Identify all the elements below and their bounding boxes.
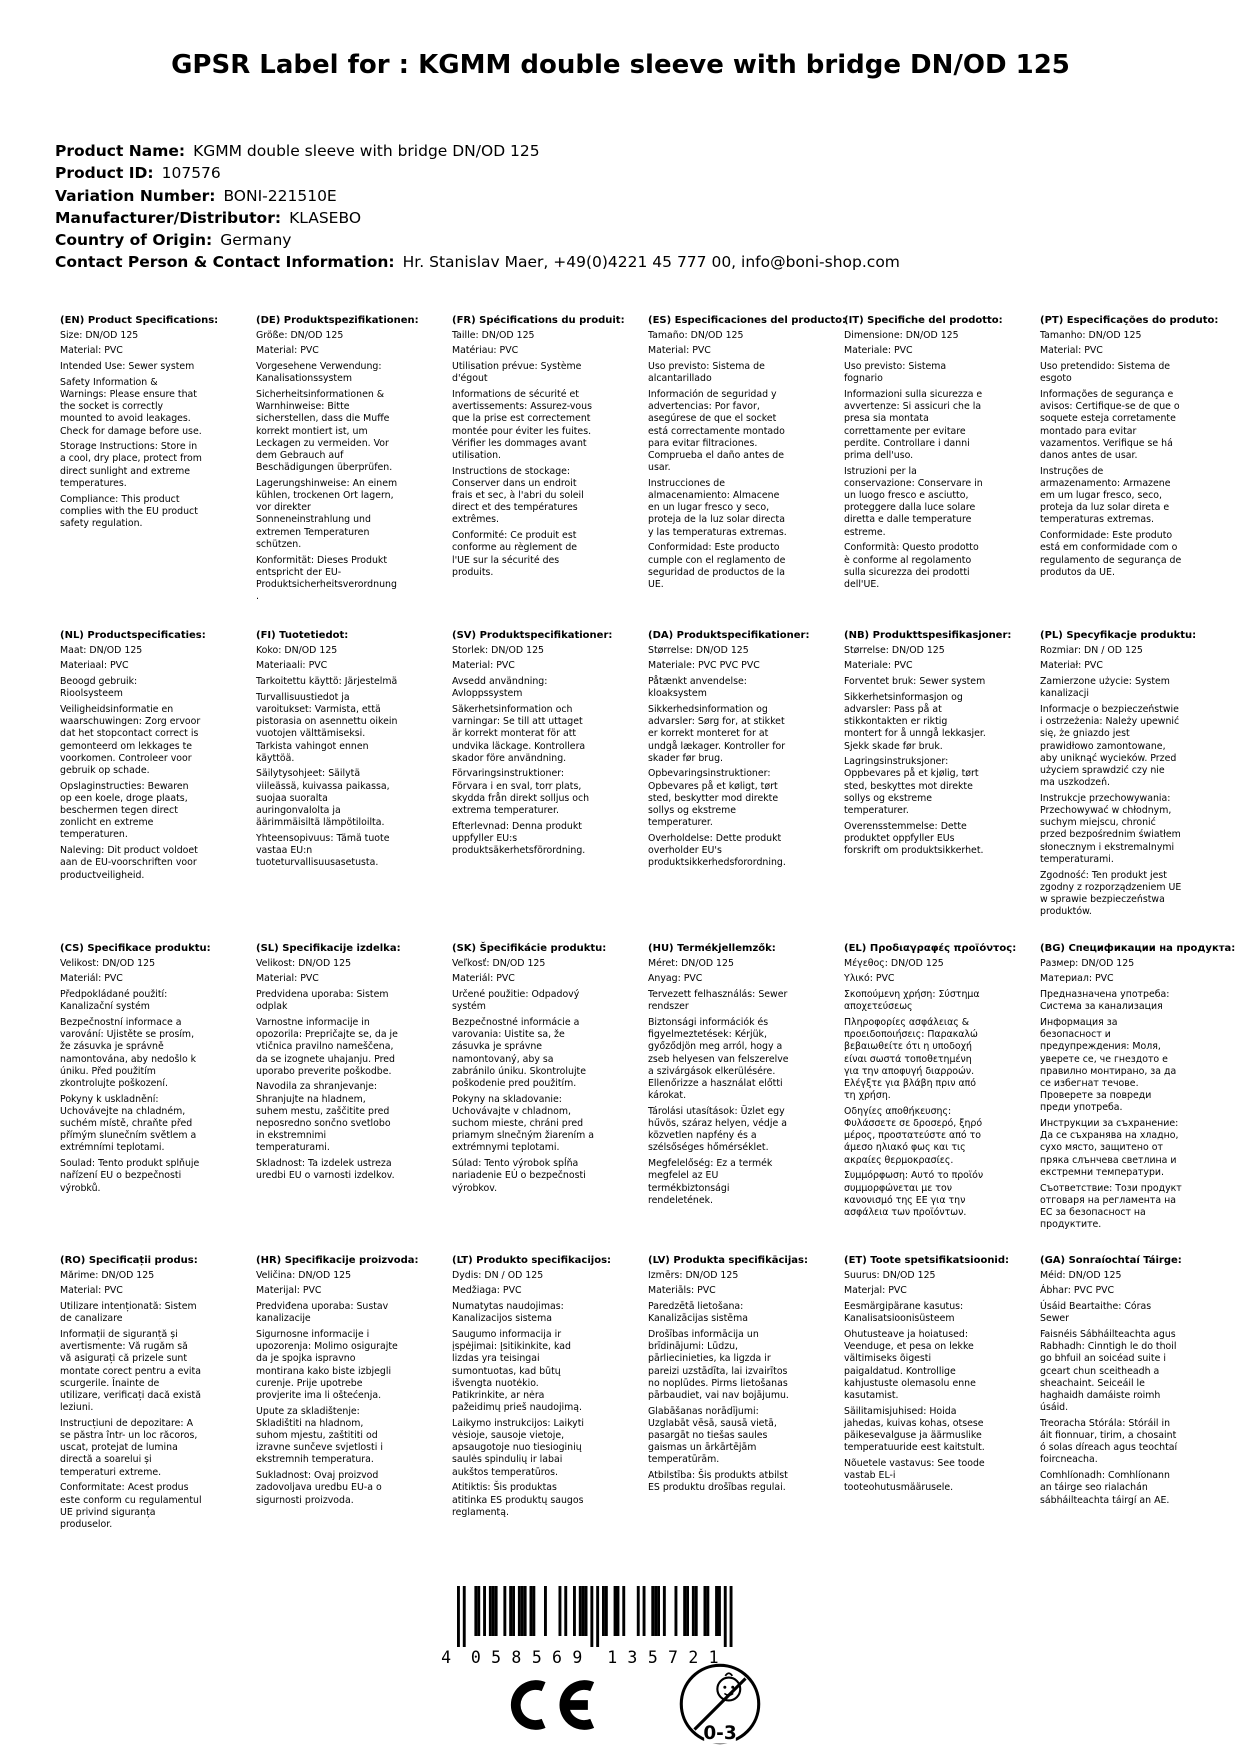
spec-paragraph: Nõuetele vastavus: See toode vastab EL-i tooteohutusmäärusele. [844, 1457, 985, 1494]
product-info-value: KLASEBO [289, 208, 362, 227]
product-info-value: Hr. Stanislav Maer, +49(0)4221 45 777 00, info@boni-shop.com [402, 253, 900, 272]
spec-block-header: (SK) Špecifikácie produktu: [452, 943, 607, 954]
spec-paragraph: Súlad: Tento výrobok spĺňa nariadenie EÚ o bezpečnosti výrobkov. [452, 1158, 586, 1194]
spec-block-header: (HU) Termékjellemzők: [648, 943, 776, 954]
spec-paragraph: Instruções de armazenamento: Armazene em um lugar fresco, seco, proteja da luz solar direta e temperaturas extremas. [1040, 465, 1171, 526]
spec-paragraph: Conformité: Ce produit est conforme au règlement de l'UE sur la sécurité des produits. [452, 530, 578, 578]
spec-block-header: (SV) Produktspecifikationer: [452, 630, 613, 641]
spec-paragraph: Biztonsági információk és figyelmeztetések: Kérjük, győződjön meg arról, hogy a zseb helyesen van felszerelve a szivárgások elkerülésére. Ellenőrizze a használat előtti károkat. [648, 1016, 789, 1102]
spec-paragraph: Atitiktis: Šis produktas atitinka ES produktų saugos reglamentą. [452, 1482, 584, 1518]
spec-paragraph: Информация за безопасност и предупреждения: Моля, уверете се, че гнездото е правилно монтирано, за да се избегнат течове. Проверете за повреди преди употреба. [1040, 1016, 1177, 1114]
product-info-row [55, 140, 900, 162]
spec-paragraph: Overholdelse: Dette produkt overholder EU's produktsikkerhedsforordning. [648, 832, 786, 869]
spec-paragraph: Zamierzone użycie: System kanalizacji [1040, 676, 1170, 700]
svg-text:5: 5 [647, 1648, 658, 1667]
product-info-section [55, 140, 900, 274]
spec-paragraph: Lagringsinstruksjoner: Oppbevares på et kjølig, tørt sted, beskyttes mot direkte sollys og ekstreme temperaturer. [844, 756, 979, 817]
spec-paragraph: Materiale: PVC [844, 660, 913, 672]
svg-text:1: 1 [607, 1648, 618, 1667]
spec-paragraph: Sicherheitsinformationen & Warnhinweise: Bitte sicherstellen, dass die Muffe korrekt montiert ist, um Leckagen zu vermeiden. Vor dem Gebrauch auf Beschädigungen überprüfen. [256, 388, 393, 474]
spec-paragraph: Zgodność: Ten produkt jest zgodny z rozporządzeniem UE w sprawie bezpieczeństwa produktów. [1040, 869, 1182, 918]
spec-block-en [60, 315, 219, 630]
spec-paragraph: Suurus: DN/OD 125 [844, 1269, 936, 1281]
spec-paragraph: Paredzētā lietošana: Kanalizācijas sistēma [648, 1301, 748, 1325]
spec-paragraph: Conformità: Questo prodotto è conforme al regolamento sulla sicurezza dei prodotti dell'UE. [844, 542, 979, 590]
spec-paragraph: Taille: DN/OD 125 [452, 329, 535, 341]
prohibition-slash-icon [694, 1678, 745, 1729]
spec-paragraph: Velikost: DN/OD 125 [256, 957, 352, 969]
spec-paragraph: Informations de sécurité et avertissements: Assurez-vous que la prise est correctement montée pour éviter les fuites. Vérifier les dommages avant utilisation. [452, 388, 592, 461]
spec-paragraph: Drošības informācija un brīdinājumi: Lūdzu, pārliecinieties, ka ligzda ir pareizi uzstādīta, lai izvairītos no noplūdes. Pirms lietošanas pārbaudiet, vai nav bojājumu. [648, 1328, 789, 1401]
spec-paragraph: Säkerhetsinformation och varningar: Se till att uttaget är korrekt monterat för att undvika läckage. Kontrollera skador före användning. [452, 703, 586, 764]
spec-block-ga [1040, 1255, 1182, 1535]
spec-paragraph: Größe: DN/OD 125 [256, 329, 344, 341]
spec-paragraph: Navodila za shranjevanje: Shranjujte na hladnem, suhem mestu, zaščitite pred neposredno sončno svetlobo in ekstremnimi temperaturami. [256, 1081, 391, 1154]
spec-paragraph: Vorgesehene Verwendung: Kanalisationssystem [256, 361, 382, 385]
spec-paragraph: Numatytas naudojimas: Kanalizacijos sistema [452, 1301, 564, 1325]
spec-paragraph: Uso previsto: Sistema de alcantarillado [648, 361, 765, 385]
spec-paragraph: Sikkerhetsinformasjon og advarsler: Pass på at stikkontakten er riktig montert for å unngå lekkasjer. Sjekk skade før bruk. [844, 691, 986, 752]
spec-block-header: (NB) Produkttspesifikasjoner: [844, 630, 1012, 641]
spec-block-fr [452, 315, 625, 630]
spec-paragraph: Lagerungshinweise: An einem kühlen, trockenen Ort lagern, vor direkter Sonneneinstrahlung und extremen Temperaturen schützen. [256, 477, 398, 550]
product-info-value: BONI-221510E [223, 186, 337, 205]
spec-block-header: (LT) Produkto specifikacijos: [452, 1255, 612, 1266]
spec-paragraph: Overensstemmelse: Dette produktet oppfyller EUs forskrift om produktsikkerhet. [844, 820, 984, 857]
spec-paragraph: Materiál: PVC [452, 973, 515, 985]
spec-paragraph: Koko: DN/OD 125 [256, 644, 338, 656]
spec-paragraph: Uso previsto: Sistema fognario [844, 361, 947, 385]
spec-block-header: (HR) Specifikacije proizvoda: [256, 1255, 419, 1266]
spec-paragraph: Veličina: DN/OD 125 [256, 1269, 352, 1281]
spec-block-header: (CS) Specifikace produktu: [60, 943, 211, 954]
spec-paragraph: Forventet bruk: Sewer system [844, 676, 986, 687]
spec-paragraph: Naleving: Dit product voldoet aan de EU-voorschriften voor productveiligheid. [60, 845, 198, 881]
ce-mark-icon [497, 1678, 601, 1736]
spec-paragraph: Soulad: Tento produkt splňuje nařízení EU o bezpečnosti výrobků. [60, 1158, 200, 1194]
spec-paragraph: Izmērs: DN/OD 125 [648, 1269, 739, 1281]
spec-block-header: (SL) Specifikacije izdelka: [256, 943, 401, 954]
spec-block-nb [844, 630, 1012, 943]
spec-paragraph: Informacje o bezpieczeństwie i ostrzeżenia: Należy upewnić się, że gniazdo jest prawidłowo zamontowane, aby uniknąć wycieków. Przed użyciem sprawdzić czy nie ma uszkodzeń. [1040, 703, 1180, 789]
barcode-bars-icon [435, 1586, 737, 1670]
spec-paragraph: Eesmärgipärane kasutus: Kanalisatsioonisüsteem [844, 1301, 964, 1325]
product-info-row [55, 207, 900, 229]
spec-paragraph: Materiaali: PVC [256, 660, 328, 672]
spec-paragraph: Material: PVC [60, 1285, 123, 1297]
age-warning-0-3-icon [676, 1660, 764, 1752]
page-title: GPSR Label for : KGMM double sleeve with bridge DN/OD 125 [171, 50, 1070, 80]
spec-paragraph: Conformidade: Este produto está em conformidade com o regulamento de segurança de produtos da UE. [1040, 530, 1182, 578]
spec-paragraph: Pokyny na skladovanie: Uchovávajte v chladnom, suchom mieste, chráni pred priamym slnečným žiarením a extrémnymi teplotami. [452, 1093, 594, 1154]
spec-paragraph: Materiaal: PVC [60, 660, 129, 672]
spec-paragraph: Předpokládané použití: Kanalizační systém [60, 989, 168, 1013]
spec-paragraph: Skladnost: Ta izdelek ustreza uredbi EU o varnosti izdelkov. [256, 1158, 395, 1182]
spec-paragraph: Určené použitie: Odpadový systém [452, 989, 580, 1013]
svg-text:0: 0 [470, 1648, 481, 1667]
product-info-label: Country of Origin: [55, 231, 213, 250]
svg-text:2: 2 [688, 1648, 699, 1667]
age-warning-label: 0-3 [703, 1723, 737, 1745]
spec-block-et [844, 1255, 1010, 1535]
spec-paragraph: Comhlíonadh: Comhlíonann an táirge seo rialachán sábháilteachta táirgí an AE. [1040, 1470, 1170, 1506]
spec-paragraph: Størrelse: DN/OD 125 [844, 644, 945, 656]
spec-block-header: (PL) Specyfikacje produktu: [1040, 630, 1197, 641]
spec-block-header: (FR) Spécifications du produit: [452, 315, 625, 326]
spec-paragraph: Ohutusteave ja hoiatused: Veenduge, et pesa on lekke vältimiseks õigesti paigaldatud. Kontrollige kahjustuste olemasolu enne kasutamist. [844, 1328, 976, 1401]
spec-paragraph: Ábhar: PVC PVC [1040, 1285, 1115, 1297]
spec-paragraph: Påtænkt anvendelse: kloaksystem [648, 676, 747, 700]
spec-paragraph: Material: PVC [256, 973, 319, 985]
product-info-row [55, 162, 900, 184]
svg-text:5: 5 [531, 1648, 542, 1667]
spec-paragraph: Sukladnost: Ovaj proizvod zadovoljava uredbu EU-a o sigurnosti proizvoda. [256, 1470, 382, 1506]
svg-text:1: 1 [708, 1648, 719, 1667]
spec-paragraph: Méid: DN/OD 125 [1040, 1269, 1122, 1281]
product-info-row [55, 251, 900, 273]
spec-paragraph: Predvidena uporaba: Sistem odplak [256, 989, 389, 1013]
product-info-value: 107576 [161, 164, 221, 183]
spec-paragraph: Säilitamisjuhised: Hoida jahedas, kuivas kohas, otsese päikesevalguse ja äärmuslike temperatuuride eest kaitstult. [844, 1405, 985, 1454]
spec-paragraph: Materiale: PVC [844, 345, 913, 357]
spec-paragraph: Materiál: PVC [60, 973, 123, 985]
spec-paragraph: Informații de siguranță și avertismente: Vă rugăm să vă asigurați că prizele sunt montate corect pentru a evita scurgerile. Înainte de utilizare, verificați dacă există leziuni. [60, 1328, 201, 1414]
spec-block-bg [1040, 943, 1236, 1255]
spec-paragraph: Conformidad: Este producto cumple con el reglamento de seguridad de productos de la UE. [648, 542, 786, 590]
svg-text:3: 3 [627, 1648, 638, 1667]
spec-paragraph: Intended Use: Sewer system [60, 361, 195, 372]
spec-paragraph: Предназначена употреба: Система за канализация [1040, 989, 1170, 1013]
spec-block-sv [452, 630, 613, 943]
spec-block-lt [452, 1255, 612, 1535]
spec-paragraph: Материал: PVC [1040, 973, 1114, 985]
spec-paragraph: Compliance: This product complies with the EU product safety regulation. [60, 493, 198, 529]
product-info-label: Product Name: [55, 142, 186, 160]
spec-paragraph: Informações de segurança e avisos: Certifique-se de que o soquete esteja corretamente montado para evitar vazamentos. Verifique se há danos antes de usar. [1040, 388, 1180, 461]
spec-paragraph: Instrucciones de almacenamiento: Almacene en un lugar fresco y seco, proteja de la luz solar directa y las temperaturas extremas. [648, 477, 787, 538]
spec-paragraph: Tamaño: DN/OD 125 [648, 329, 744, 341]
spec-paragraph: Predviđena uporaba: Sustav kanalizacije [256, 1301, 389, 1325]
spec-paragraph: Veľkosť: DN/OD 125 [452, 957, 546, 969]
spec-paragraph: Utilizare intenționată: Sistem de canalizare [60, 1301, 197, 1325]
spec-paragraph: Materiale: PVC PVC PVC [648, 660, 760, 672]
spec-paragraph: Faisnéis Sábháilteachta agus Rabhadh: Cinntigh le do thoil go bhfuil an soicéad suite i gceart chun sceitheadh a sheachaint. Seiceáil le haghaidh damáiste roimh úsáid. [1040, 1328, 1177, 1414]
spec-block-sl [256, 943, 401, 1255]
spec-paragraph: Safety Information & Warnings: Please ensure that the socket is correctly mounted to avoid leakages. Check for damage before use. [60, 376, 202, 437]
spec-block-de [256, 315, 419, 630]
spec-paragraph: Instructions de stockage: Conserver dans un endroit frais et sec, à l'abri du soleil direct et des températures extrêmes. [452, 465, 584, 526]
spec-block-es [648, 315, 847, 630]
svg-text:8: 8 [511, 1648, 522, 1667]
spec-paragraph: Förvaringsinstruktioner: Förvara i en sval, torr plats, skydda från direkt solljus och extrema temperaturer. [452, 768, 590, 817]
spec-paragraph: Размер: DN/OD 125 [1040, 957, 1135, 969]
spec-block-el [844, 943, 1017, 1255]
spec-paragraph: Size: DN/OD 125 [60, 329, 139, 341]
spec-paragraph: Informazioni sulla sicurezza e avvertenze: Si assicuri che la presa sia montata correttamente per evitare perdite. Controllare i danni prima dell'uso. [844, 388, 983, 461]
spec-block-header: (BG) Спецификации на продукта: [1040, 943, 1236, 954]
spec-paragraph: Uso pretendido: Sistema de esgoto [1040, 361, 1171, 385]
spec-paragraph: Tervezett felhasználás: Sewer rendszer [648, 989, 788, 1013]
spec-paragraph: Avsedd användning: Avloppssystem [452, 676, 548, 700]
spec-paragraph: Instrucțiuni de depozitare: A se păstra într- un loc răcoros, uscat, protejat de lumina directă a soarelui și temperaturi extreme. [60, 1417, 198, 1478]
spec-paragraph: Material: PVC [256, 345, 319, 357]
spec-paragraph: Säilytysohjeet: Säilytä viileässä, kuivassa paikassa, suojaa suoralta auringonvalolta ja äärimmäisiltä lämpötiloilta. [256, 768, 390, 829]
spec-paragraph: Turvallisuustiedot ja varoitukset: Varmista, että pistorasia on asennettu oikein vuotojen välttämiseksi. Tarkista vahingot ennen käyttöä. [256, 691, 398, 764]
spec-paragraph: Maat: DN/OD 125 [60, 644, 143, 656]
spec-paragraph: Materiał: PVC [1040, 660, 1103, 672]
spec-paragraph: Medžiaga: PVC [452, 1285, 522, 1297]
spec-block-hu [648, 943, 790, 1255]
product-info-row [55, 185, 900, 207]
spec-paragraph: Съответствие: Този продукт отговаря на регламента на ЕС за безопасност на продуктите. [1040, 1182, 1182, 1231]
spec-paragraph: Dimensione: DN/OD 125 [844, 329, 959, 341]
spec-paragraph: Pokyny k uskladnění: Uchovávejte na chladném, suchém místě, chraňte před přímým slunečním světlem a extrémními teplotami. [60, 1093, 197, 1154]
spec-paragraph: Beoogd gebruik: Rioolsysteem [60, 676, 138, 700]
product-info-label: Product ID: [55, 164, 154, 183]
spec-paragraph: Materiāls: PVC [648, 1285, 716, 1297]
spec-paragraph: Tárolási utasítások: Üzlet egy hűvös, száraz helyen, védje a közvetlen napfény és a szélsőséges hőmérséklet. [648, 1105, 787, 1154]
spec-paragraph: Bezpečnostné informácie a varovania: Uistite sa, že zásuvka je správne namontovaný, aby sa zabránilo úniku. Skontrolujte poškodenie pred použitím. [452, 1016, 586, 1089]
spec-block-header: (FI) Tuotetiedot: [256, 630, 349, 641]
spec-paragraph: Material: PVC [452, 660, 515, 672]
svg-text:7: 7 [668, 1648, 678, 1667]
spec-paragraph: Οδηγίες αποθήκευσης: Φυλάσσετε σε δροσερό, ξηρό μέρος, προστατεύστε από το άμεσο ηλιακό φως και τις ακραίες θερμοκρασίες. [844, 1105, 983, 1166]
spec-paragraph: Υλικό: PVC [844, 973, 895, 985]
spec-paragraph: Opbevaringsinstruktioner: Opbevares på et køligt, tørt sted, beskytter mod direkte sollys og ekstreme temperaturer. [648, 768, 779, 829]
spec-paragraph: Treoracha Stórála: Stóráil in áit fionnuar, tirim, a chosaint ó solas díreach agus teochtaí foircneacha. [1040, 1417, 1178, 1466]
spec-paragraph: Инструкции за съхранение: Да се съхранява на хладно, сухо място, защитено от пряка слънчева светлина и екстремни температури. [1040, 1118, 1179, 1178]
spec-paragraph: Matériau: PVC [452, 345, 519, 357]
spec-paragraph: Συμμόρφωση: Αυτό το προϊόν συμμορφώνεται με τον κανονισμό της ΕΕ για την ασφάλεια των προϊόντων. [844, 1170, 984, 1218]
spec-paragraph: Konformität: Dieses Produkt entspricht der EU-Produktsicherheitsverordnung. [256, 554, 397, 603]
spec-block-hr [256, 1255, 419, 1535]
spec-block-fi [256, 630, 398, 943]
spec-paragraph: Materijal: PVC [256, 1285, 322, 1297]
spec-block-header: (EN) Product Specifications: [60, 315, 219, 326]
spec-paragraph: Utilisation prévue: Système d'égout [452, 361, 582, 385]
spec-paragraph: Varnostne informacije in opozorila: Prepričajte se, da je vtičnica pravilno nameščena, da se izognete uhajanju. Pred uporabo preverite poškodbe. [256, 1016, 398, 1077]
spec-paragraph: Tamanho: DN/OD 125 [1040, 329, 1142, 341]
spec-grid [60, 315, 1236, 1535]
spec-paragraph: Μέγεθος: DN/OD 125 [844, 957, 944, 969]
spec-paragraph: Σκοπούμενη χρήση: Σύστημα αποχετεύσεως [844, 989, 980, 1013]
spec-block-header: (LV) Produkta specifikācijas: [648, 1255, 808, 1266]
spec-paragraph: Veiligheidsinformatie en waarschuwingen: Zorg ervoor dat het stopcontact correct is gemonteerd om lekkages te voorkomen. Controleer voor gebruik op schade. [60, 703, 201, 776]
spec-block-cs [60, 943, 211, 1255]
product-info-label: Variation Number: [55, 186, 216, 205]
spec-block-header: (NL) Productspecificaties: [60, 630, 206, 641]
svg-text:6: 6 [552, 1648, 562, 1667]
spec-block-header: (DA) Produktspecifikationer: [648, 630, 810, 641]
spec-paragraph: Bezpečnostní informace a varování: Ujistěte se prosím, že zásuvka je správně namontována, aby nedošlo k úniku. Před použitím zkontrolujte poškození. [60, 1016, 197, 1089]
spec-paragraph: Materjal: PVC [844, 1285, 907, 1297]
spec-paragraph: Saugumo informacija ir įspėjimai: Įsitikinkite, kad lizdas yra teisingai sumontuotas, kad būtų išvengta nuotėkio. Patikrinkite, ar nėra pažeidimų prieš naudojimą. [452, 1328, 583, 1414]
spec-block-header: (ET) Toote spetsifikatsioonid: [844, 1255, 1010, 1266]
spec-block-header: (EL) Προδιαγραφές προϊόντος: [844, 943, 1017, 954]
spec-block-pt [1040, 315, 1219, 630]
product-info-label: Contact Person & Contact Information: [55, 253, 395, 272]
spec-block-pl [1040, 630, 1197, 943]
svg-text:4: 4 [441, 1648, 451, 1667]
spec-block-header: (RO) Specificații produs: [60, 1255, 198, 1266]
spec-block-header: (IT) Specifiche del prodotto: [844, 315, 1003, 326]
spec-paragraph: Yhteensopivuus: Tämä tuote vastaa EU:n tuoteturvallisuusasetusta. [256, 832, 390, 869]
spec-paragraph: Opslaginstructies: Bewaren op een koele, droge plaats, beschermen tegen direct zonlicht en extreme temperaturen. [60, 780, 189, 841]
spec-paragraph: Størrelse: DN/OD 125 [648, 644, 749, 656]
spec-block-it [844, 315, 1003, 630]
product-info-label: Manufacturer/Distributor: [55, 208, 282, 227]
svg-text:9: 9 [572, 1648, 583, 1667]
spec-block-nl [60, 630, 206, 943]
svg-text:5: 5 [491, 1648, 502, 1667]
spec-paragraph: Upute za skladištenje: Skladištiti na hladnom, suhom mjestu, zaštititi od izravne sunčeve svjetlosti i ekstremnih temperatura. [256, 1405, 383, 1466]
spec-block-header: (ES) Especificaciones del producto: [648, 315, 847, 326]
spec-paragraph: Material: PVC [1040, 345, 1103, 357]
spec-paragraph: Istruzioni per la conservazione: Conservare in un luogo fresco e asciutto, proteggere dalla luce solare diretta e dalle temperature estreme. [844, 465, 983, 538]
spec-block-sk [452, 943, 607, 1255]
spec-paragraph: Velikost: DN/OD 125 [60, 957, 156, 969]
product-info-value: KGMM double sleeve with bridge DN/OD 125 [193, 142, 540, 160]
spec-paragraph: Material: PVC [60, 345, 123, 357]
spec-paragraph: Mărime: DN/OD 125 [60, 1269, 155, 1281]
spec-block-header: (PT) Especificações do produto: [1040, 315, 1219, 326]
spec-paragraph: Megfelelőség: Ez a termék megfelel az EU termékbiztonsági rendeletének. [648, 1158, 773, 1206]
spec-paragraph: Rozmiar: DN / OD 125 [1040, 644, 1143, 656]
product-info-value: Germany [220, 231, 292, 250]
spec-paragraph: Sikkerhedsinformation og advarsler: Sørg for, at stikket er korrekt monteret for at undgå lækager. Kontroller for skader før brug. [648, 703, 786, 764]
spec-paragraph: Πληροφορίες ασφάλειας & προειδοποιήσεις: Παρακαλώ βεβαιωθείτε ότι η υποδοχή είναι σωστά τοποθετημένη για την αποφυγή διαρροών. Ελέγξτε για βλάβη πριν από τη χρήση. [844, 1016, 978, 1102]
spec-paragraph: Tarkoitettu käyttö: Järjestelmä [256, 676, 398, 687]
spec-paragraph: Dydis: DN / OD 125 [452, 1269, 544, 1281]
spec-paragraph: Efterlevnad: Denna produkt uppfyller EU:s produktsäkerhetsförordning. [452, 820, 586, 857]
product-info-row [55, 229, 900, 251]
spec-paragraph: Atbilstība: Šis produkts atbilst ES produktu drošības regulai. [648, 1470, 788, 1494]
spec-paragraph: Conformitate: Acest produs este conform cu regulamentul UE privind siguranța produselor. [60, 1482, 202, 1530]
spec-paragraph: Storlek: DN/OD 125 [452, 644, 545, 656]
spec-paragraph: Glabāšanas norādījumi: Uzglabāt vēsā, sausā vietā, pasargāt no tiešas saules gaismas un ārkārtējām temperatūrām. [648, 1405, 777, 1466]
spec-paragraph: Instrukcje przechowywania: Przechowywać w chłodnym, suchym miejscu, chronić przed bezpośrednim światłem słonecznym i ekstremalnymi temperaturami. [1040, 792, 1181, 865]
spec-paragraph: Méret: DN/OD 125 [648, 957, 734, 969]
spec-block-lv [648, 1255, 808, 1535]
spec-block-header: (GA) Sonraíochtaí Táirge: [1040, 1255, 1182, 1266]
spec-block-header: (DE) Produktspezifikationen: [256, 315, 419, 326]
spec-paragraph: Storage Instructions: Store in a cool, dry place, protect from direct sunlight and extreme temperatures. [60, 441, 202, 489]
spec-paragraph: Anyag: PVC [648, 973, 703, 985]
spec-paragraph: Úsáid Beartaithe: Córas Sewer [1040, 1301, 1152, 1325]
spec-paragraph: Laikymo instrukcijos: Laikyti vėsioje, sausoje vietoje, apsaugotoje nuo tiesioginių saulės spindulių ir labai aukštos temperatūros. [452, 1417, 585, 1478]
spec-paragraph: Información de seguridad y advertencias: Por favor, asegúrese de que el socket está correctamente montado para evitar filtraciones. Comprueba el daño antes de usar. [648, 388, 785, 474]
spec-paragraph: Sigurnosne informacije i upozorenja: Molimo osigurajte da je spojka ispravno montirana kako biste izbjegli curenje. Prije upotrebe provjerite ima li oštećenja. [256, 1328, 398, 1401]
spec-paragraph: Material: PVC [648, 345, 711, 357]
spec-block-ro [60, 1255, 202, 1535]
spec-block-da [648, 630, 810, 943]
